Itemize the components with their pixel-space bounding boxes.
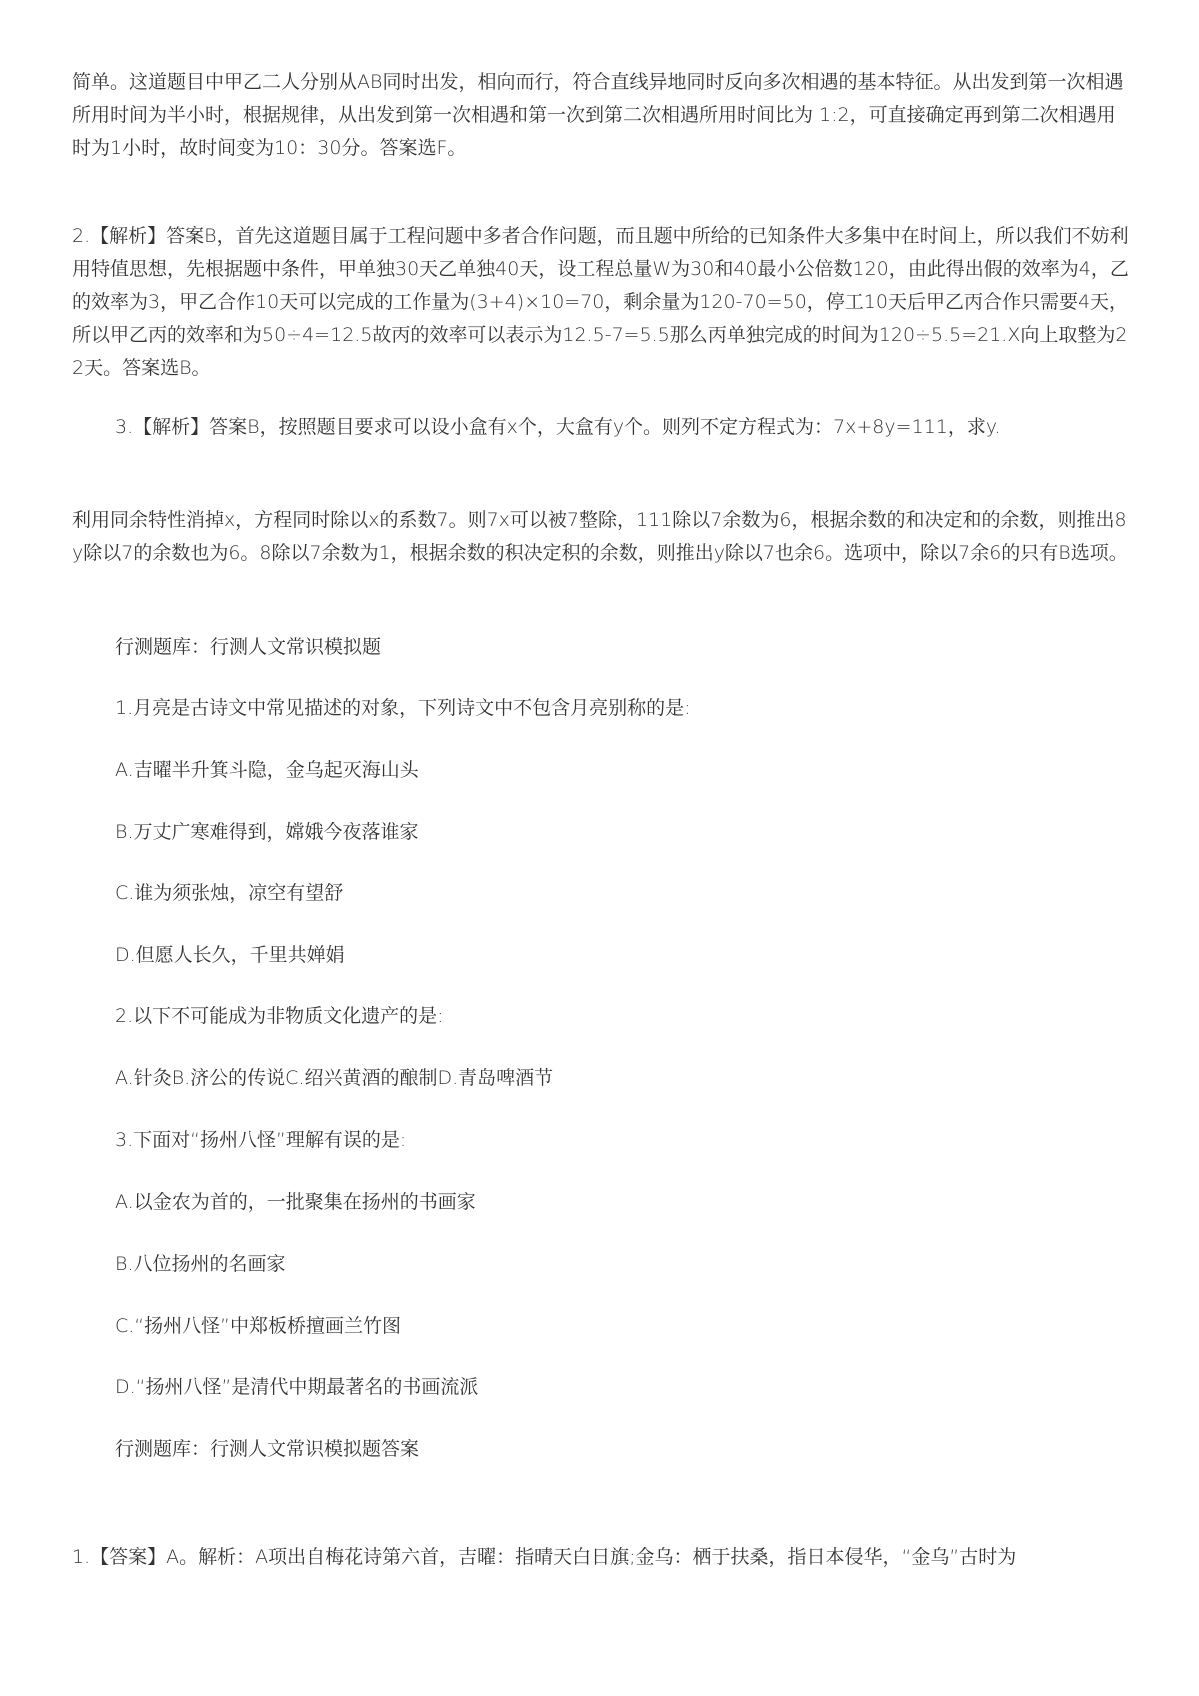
question-2-options: A.针灸B.济公的传说C.绍兴黄酒的酿制D.青岛啤酒节	[115, 1067, 554, 1089]
question-1-option-d: D.但愿人长久，千里共婵娟	[115, 944, 345, 966]
paragraph-solution-continued: 简单。这道题目中甲乙二人分别从AB同时出发，相向而行，符合直线异地同时反向多次相遇的基本特征。从出发到第一次相遇所用时间为半小时，根据规律，从出发到第一次相遇和第一次到第二次相遇所用时间比为 1:2，可直接确定再到第二次相遇用时为1小时，故时间变为10：30分。答案选F。	[72, 71, 1124, 159]
paragraph-solution-2: 2.【解析】答案B，首先这道题目属于工程问题中多者合作问题，而且题中所给的已知条件大多集中在时间上，所以我们不妨利用特值思想，先根据题中条件，甲单独30天乙单独40天，设工程总量W为30和40最小公倍数120，由此得出假的效率为4，乙的效率为3，甲乙合作10天可以完成的工作量为(3+4)×10=70，剩余量为120-70=50，停工10天后甲乙丙合作只需要4天，所以甲乙丙的效率和为50÷4=12.5故丙的效率可以表示为12.5-7=5.5那么丙单独完成的时间为120÷5.5=21.X向上取整为22天。答案选B。	[72, 225, 1129, 379]
question-1-option-a: A.吉曜半升箕斗隐，金乌起灭海山头	[115, 759, 419, 781]
question-3-option-d: D.“扬州八怪”是清代中期最著名的书画流派	[115, 1376, 479, 1398]
paragraph-solution-3: 3.【解析】答案B，按照题目要求可以设小盒有x个，大盒有y个。则列不定方程式为：7x+8y=111，求y.	[115, 416, 1001, 438]
section-heading: 行测题库：行测人文常识模拟题	[115, 636, 382, 658]
question-1: 1.月亮是古诗文中常见描述的对象，下列诗文中不包含月亮别称的是:	[115, 697, 691, 719]
question-3: 3.下面对“扬州八怪”理解有误的是:	[115, 1129, 407, 1151]
question-3-option-a: A.以金农为首的，一批聚集在扬州的书画家	[115, 1191, 476, 1213]
answer-1: 1.【答案】A。解析：A项出自梅花诗第六首，吉曜：指晴天白日旗;金乌：栖于扶桑，指日本侵华，“金乌”古时为	[72, 1546, 1017, 1568]
question-2: 2.以下不可能成为非物质文化遗产的是:	[115, 1005, 444, 1027]
question-1-option-c: C.谁为须张烛，凉空有望舒	[115, 882, 344, 904]
question-1-option-b: B.万丈广寒难得到，嫦娥今夜落谁家	[115, 821, 419, 843]
question-3-option-b: B.八位扬州的名画家	[115, 1253, 286, 1275]
question-3-option-c: C.“扬州八怪”中郑板桥擅画兰竹图	[115, 1315, 401, 1337]
answers-heading: 行测题库：行测人文常识模拟题答案	[115, 1438, 420, 1460]
paragraph-solution-3-continued: 利用同余特性消掉x，方程同时除以x的系数7。则7x可以被7整除，111除以7余数为6，根据余数的和决定和的余数，则推出8y除以7的余数也为6。8除以7余数为1，根据余数的积决定积的余数，则推出y除以7也余6。选项中，除以7余6的只有B选项。	[72, 509, 1128, 564]
